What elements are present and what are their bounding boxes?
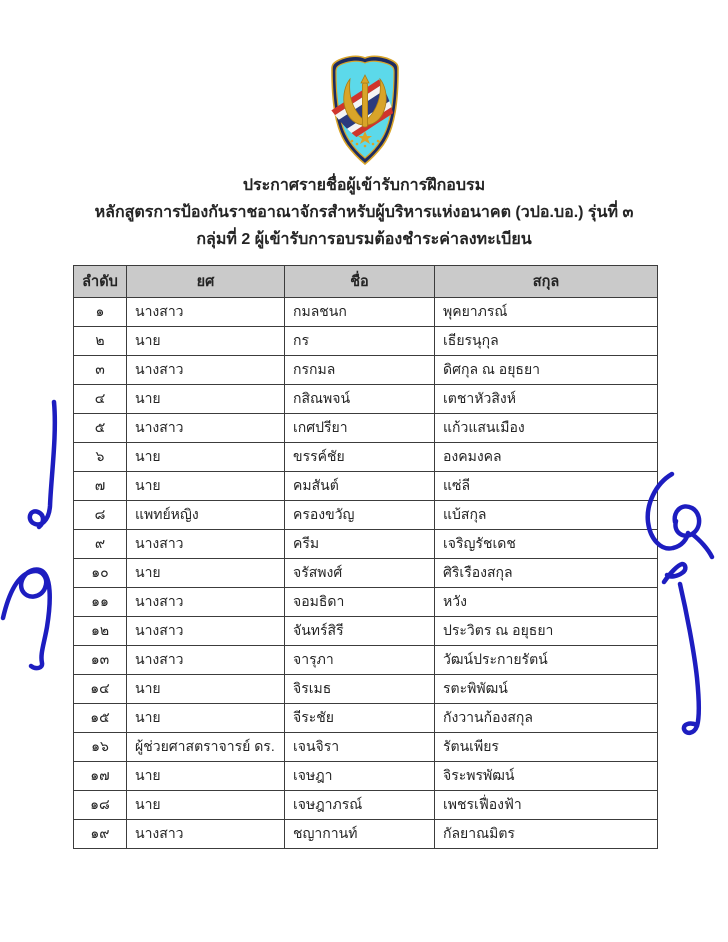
row-surname-cell: วัฒน์ประกายรัตน์: [435, 646, 658, 675]
row-order-cell: ๑๔: [74, 675, 127, 704]
row-rank-cell: นางสาว: [127, 298, 285, 327]
row-rank-cell: นาย: [127, 675, 285, 704]
table-row: [74, 588, 658, 617]
table-body: [74, 298, 658, 849]
table-row: [74, 443, 658, 472]
row-order-cell: ๑๐: [74, 559, 127, 588]
row-surname-cell: ดิศกุล ณ อยุธยา: [435, 356, 658, 385]
row-rank-cell: แพทย์หญิง: [127, 501, 285, 530]
row-firstname-cell: กรกมล: [285, 356, 435, 385]
row-firstname-cell: จิรเมธ: [285, 675, 435, 704]
row-firstname-cell: ขรรค์ชัย: [285, 443, 435, 472]
row-surname-cell: แบ้สกุล: [435, 501, 658, 530]
table-header: [74, 266, 658, 298]
title-line-2: หลักสูตรการป้องกันราชอาณาจักรสำหรับผู้บริหารแห่งอนาคต (วปอ.บอ.) รุ่นที่ ๓: [94, 204, 634, 221]
row-rank-cell: นางสาว: [127, 356, 285, 385]
row-firstname-cell: ครองขวัญ: [285, 501, 435, 530]
row-firstname-cell: จารุภา: [285, 646, 435, 675]
table-row: [74, 617, 658, 646]
row-surname-cell: เพชรเฟื่องฟ้า: [435, 791, 658, 820]
table-row: [74, 298, 658, 327]
row-order-cell: ๑๘: [74, 791, 127, 820]
table-row: [74, 704, 658, 733]
row-rank-cell: นาย: [127, 762, 285, 791]
row-surname-cell: พุคยาภรณ์: [435, 298, 658, 327]
table-row: [74, 356, 658, 385]
row-order-cell: ๑๕: [74, 704, 127, 733]
table-row: [74, 762, 658, 791]
row-order-cell: ๑๒: [74, 617, 127, 646]
row-order-cell: ๑: [74, 298, 127, 327]
row-surname-cell: จิระพรพัฒน์: [435, 762, 658, 791]
row-firstname-cell: จอมธิดา: [285, 588, 435, 617]
header-rank: ยศ: [127, 266, 285, 298]
row-surname-cell: องคมงคล: [435, 443, 658, 472]
row-rank-cell: นาย: [127, 559, 285, 588]
row-firstname-cell: กมลชนก: [285, 298, 435, 327]
row-rank-cell: นาย: [127, 704, 285, 733]
row-order-cell: ๑๑: [74, 588, 127, 617]
document-title-block: [0, 172, 728, 253]
row-rank-cell: นางสาว: [127, 820, 285, 849]
row-order-cell: ๔: [74, 385, 127, 414]
row-firstname-cell: คมสันต์: [285, 472, 435, 501]
table-row: [74, 327, 658, 356]
table-row: [74, 733, 658, 762]
row-surname-cell: รัตนเพียร: [435, 733, 658, 762]
row-order-cell: ๑๙: [74, 820, 127, 849]
row-order-cell: ๕: [74, 414, 127, 443]
row-surname-cell: ประวิตร ณ อยุธยา: [435, 617, 658, 646]
row-firstname-cell: ชญากานท์: [285, 820, 435, 849]
row-firstname-cell: ครีม: [285, 530, 435, 559]
row-rank-cell: นางสาว: [127, 588, 285, 617]
row-rank-cell: นางสาว: [127, 646, 285, 675]
table-row: [74, 530, 658, 559]
table-row: [74, 414, 658, 443]
row-order-cell: ๖: [74, 443, 127, 472]
row-rank-cell: ผู้ช่วยศาสตราจารย์ ดร.: [127, 733, 285, 762]
row-rank-cell: นางสาว: [127, 414, 285, 443]
header-order: ลำดับ: [74, 266, 127, 298]
row-order-cell: ๑๓: [74, 646, 127, 675]
table-row: [74, 820, 658, 849]
table-row: [74, 385, 658, 414]
header-firstname: ชื่อ: [285, 266, 435, 298]
row-surname-cell: เธียรนุกุล: [435, 327, 658, 356]
row-rank-cell: นาย: [127, 472, 285, 501]
row-order-cell: ๒: [74, 327, 127, 356]
row-surname-cell: เตชาหัวสิงห์: [435, 385, 658, 414]
row-firstname-cell: จันทร์สิรี: [285, 617, 435, 646]
table-row: [74, 646, 658, 675]
row-firstname-cell: จีระชัย: [285, 704, 435, 733]
row-rank-cell: นาย: [127, 443, 285, 472]
row-firstname-cell: เจนจิรา: [285, 733, 435, 762]
row-firstname-cell: กร: [285, 327, 435, 356]
table-row: [74, 559, 658, 588]
row-order-cell: ๑๗: [74, 762, 127, 791]
row-rank-cell: นางสาว: [127, 617, 285, 646]
row-firstname-cell: เกศปรียา: [285, 414, 435, 443]
row-surname-cell: กัลยาณมิตร: [435, 820, 658, 849]
row-firstname-cell: เจษฎาภรณ์: [285, 791, 435, 820]
row-order-cell: ๑๖: [74, 733, 127, 762]
row-surname-cell: รตะพิพัฒน์: [435, 675, 658, 704]
title-line-3: กลุ่มที่ 2 ผู้เข้ารับการอบรมต้องชำระค่าลงทะเบียน: [196, 231, 532, 248]
row-firstname-cell: เจษฎา: [285, 762, 435, 791]
header-surname: สกุล: [435, 266, 658, 298]
row-order-cell: ๙: [74, 530, 127, 559]
row-rank-cell: นาย: [127, 327, 285, 356]
row-surname-cell: เจริญรัชเดช: [435, 530, 658, 559]
row-firstname-cell: จรัสพงศ์: [285, 559, 435, 588]
row-surname-cell: แก้วแสนเมือง: [435, 414, 658, 443]
row-firstname-cell: กสิณพจน์: [285, 385, 435, 414]
trainee-table: [73, 265, 658, 849]
table-row: [74, 472, 658, 501]
title-line-1: ประกาศรายชื่อผู้เข้ารับการฝึกอบรม: [242, 177, 486, 194]
row-surname-cell: ศิริเรืองสกุล: [435, 559, 658, 588]
table-row: [74, 675, 658, 704]
row-order-cell: ๘: [74, 501, 127, 530]
national-defence-college-emblem-icon: [326, 55, 404, 167]
row-rank-cell: นาย: [127, 791, 285, 820]
row-order-cell: ๗: [74, 472, 127, 501]
row-order-cell: ๓: [74, 356, 127, 385]
table-row: [74, 501, 658, 530]
table-row: [74, 791, 658, 820]
row-rank-cell: นาย: [127, 385, 285, 414]
row-surname-cell: แซ่ลี: [435, 472, 658, 501]
row-surname-cell: กังวานก้องสกุล: [435, 704, 658, 733]
row-surname-cell: หวัง: [435, 588, 658, 617]
row-rank-cell: นางสาว: [127, 530, 285, 559]
